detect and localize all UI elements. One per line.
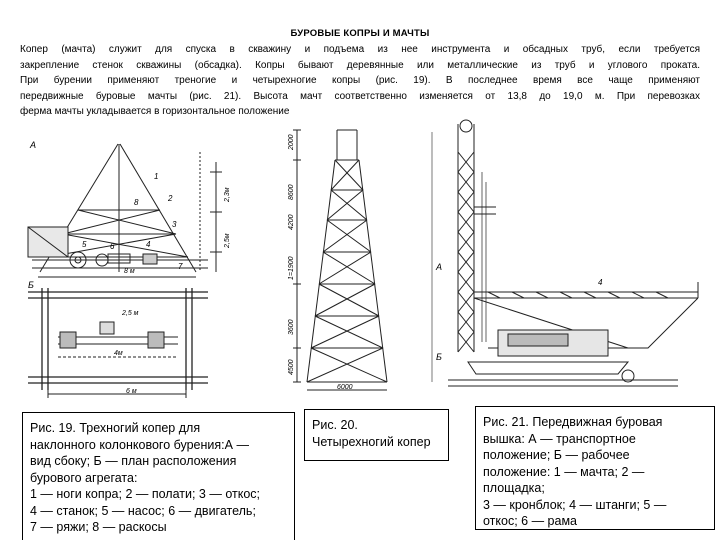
fig20-dimension: 3600 [288,319,295,335]
fig21-part-number: 4 [598,278,603,287]
caption-line: вышка: А — транспортное [483,431,636,446]
fig21-label-b: Б [436,352,442,362]
caption-line: Рис. 20. [312,418,358,432]
caption-line: Рис. 19. Трехногий копер для [30,421,201,435]
fig19-part-number: 8 [134,198,139,207]
caption-line: положение; Б — рабочее [483,448,630,462]
caption-line: 7 — ряжи; 8 — раскосы [30,520,167,534]
figure-21-drawing [428,112,708,402]
caption-line: бурового агрегата: [30,470,138,485]
figure-21-caption [475,406,715,530]
figure-20-drawing [285,120,415,395]
caption-line: 1 — ноги копра; 2 — полати; 3 — откос; [30,487,260,501]
caption-line: откос; 6 — рама [483,514,578,528]
figure-20-caption [304,409,449,461]
fig19-dimension: 2,5м [224,233,231,248]
caption-line: положение: 1 — мачта; 2 — [483,464,645,479]
caption-line: Рис. 21. Передвижная буровая [483,415,663,429]
fig20-dimension: 8600 [288,184,295,200]
intro-line: передвижные буровые мачты (рис. 21). Высота мачт соответственно изменяется от 13,8 до 19,0 м. При перевозках [20,90,700,102]
caption-line: наклонного колонкового бурения:А — [30,437,249,452]
page-title: БУРОВЫЕ КОПРЫ И МАЧТЫ [290,28,430,39]
fig20-dimension: 2000 [288,134,295,150]
fig19-part-number: 4 [146,240,151,249]
fig20-dimension: 1=1900 [288,256,295,280]
intro-line: ферма мачты укладывается в горизонтальное положение [20,106,290,118]
fig19-dimension: 2,5 м [122,310,139,317]
caption-line: 3 — кронблок; 4 — штанги; 5 — [483,497,667,512]
caption-line: Четырехногий копер [312,434,431,449]
fig19-part-number: 7 [178,262,183,271]
caption-line: 4 — станок; 5 — насос; 6 — двигатель; [30,503,256,518]
intro-line: Копер (мачта) служит для спуска в скважину и подъема из нее инструмента и обсадных труб, если требуется [20,44,700,55]
fig19-part-number: 2 [168,194,173,203]
fig19-dimension: 6 м [126,388,137,395]
caption-line: вид сбоку; Б — план расположения [30,454,237,468]
intro-line: закрепление стенок скважины (обсадка). Копры бывают деревянные или металлические из труб и углового проката. [20,59,700,71]
caption-line: площадка; [483,481,545,495]
fig19-part-number: 1 [154,172,159,181]
fig19-dimension: 8 м [124,268,135,275]
fig19-part-number: 3 [172,220,177,229]
fig20-dimension: 4500 [288,359,295,375]
fig20-dimension: 6000 [337,384,353,391]
intro-paragraph [20,42,700,120]
fig19-part-number: 6 [110,242,115,251]
fig20-dimension: 4200 [288,214,295,230]
intro-line: При бурении применяют треногие и четырехногие копры (рис. 19). В последнее время все чаще применяют [20,75,700,87]
fig19-label-b: Б [28,280,34,290]
figure-19-caption [22,412,295,540]
fig19-dimension: 4м [114,350,123,357]
figure-19-drawing [18,132,268,410]
fig19-label-a: А [30,140,37,150]
fig19-dimension: 2,3м [224,187,231,202]
fig19-part-number: 5 [82,240,87,249]
fig21-label-a: А [436,262,443,272]
